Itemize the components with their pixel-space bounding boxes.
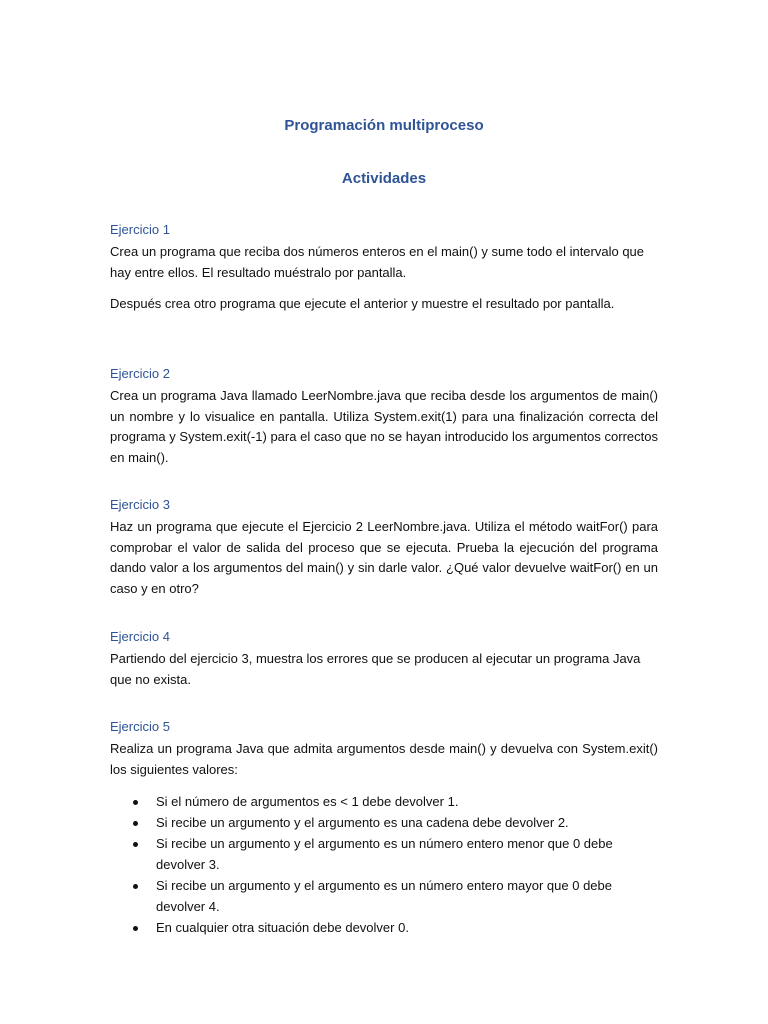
bullet-icon (133, 821, 138, 826)
exercise-2-paragraph-1: Crea un programa Java llamado LeerNombre.java que reciba desde los argumentos de main() un nombre y lo visualice en pantalla. Utiliza System.exit(1) para una finalización correcta del programa y System.exit(-1) para el caso que no se hayan introducido los argumentos correctos en main(). (110, 388, 658, 465)
list-item (110, 834, 658, 875)
exercise-4-paragraph-1: Partiendo del ejercicio 3, muestra los errores que se producen al ejecutar un programa Java que no exista. (110, 651, 641, 687)
exercise-5-paragraph-1: Realiza un programa Java que admita argumentos desde main() y devuelva con System.exit() los siguientes valores: (110, 741, 658, 777)
list-item-text: Si recibe un argumento y el argumento es un número entero mayor que 0 debe devolver 4. (156, 878, 612, 914)
exercise-5-heading: Ejercicio 5 (110, 719, 170, 734)
exercise-2-heading: Ejercicio 2 (110, 366, 170, 381)
list-item (110, 918, 658, 939)
exercise-1-paragraph-1: Crea un programa que reciba dos números enteros en el main() y sume todo el intervalo que hay entre ellos. El resultado muéstralo por pantalla. (110, 244, 645, 280)
bullet-icon (133, 926, 138, 931)
bullet-icon (133, 884, 138, 889)
exercise-1 (110, 220, 658, 315)
exercise-1-heading: Ejercicio 1 (110, 222, 170, 237)
exercise-4 (110, 627, 658, 690)
exercise-3-paragraph-1: Haz un programa que ejecute el Ejercicio 2 LeerNombre.java. Utiliza el método waitFor() para comprobar el valor de salida del proceso que se ejecuta. Prueba la ejecución del programa dando valor a los argumentos del main() y sin darle valor. ¿Qué valor devuelve waitFor() en un caso y en otro? (110, 519, 658, 596)
list-item-text: Si recibe un argumento y el argumento es un número entero menor que 0 debe devolver 3. (156, 836, 613, 872)
exercise-1-paragraph-2: Después crea otro programa que ejecute el anterior y muestre el resultado por pantalla. (110, 296, 615, 312)
exercise-5 (110, 717, 658, 939)
list-item-text: Si el número de argumentos es < 1 debe devolver 1. (156, 794, 459, 810)
list-item (110, 813, 658, 834)
exercise-3-heading: Ejercicio 3 (110, 497, 170, 512)
list-item (110, 792, 658, 813)
exercise-3 (110, 495, 658, 599)
list-item (110, 876, 658, 917)
list-item-text: Si recibe un argumento y el argumento es una cadena debe devolver 2. (156, 815, 569, 831)
document-subtitle: Actividades (341, 170, 427, 187)
bullet-icon (133, 800, 138, 805)
exercise-2 (110, 364, 658, 468)
exercise-4-heading: Ejercicio 4 (110, 629, 170, 644)
list-item-text: En cualquier otra situación debe devolver 0. (156, 919, 409, 935)
document-title: Programación multiproceso (284, 117, 484, 134)
exercise-5-bullet-list (110, 792, 658, 938)
bullet-icon (133, 842, 138, 847)
paragraph-gap (110, 283, 658, 294)
